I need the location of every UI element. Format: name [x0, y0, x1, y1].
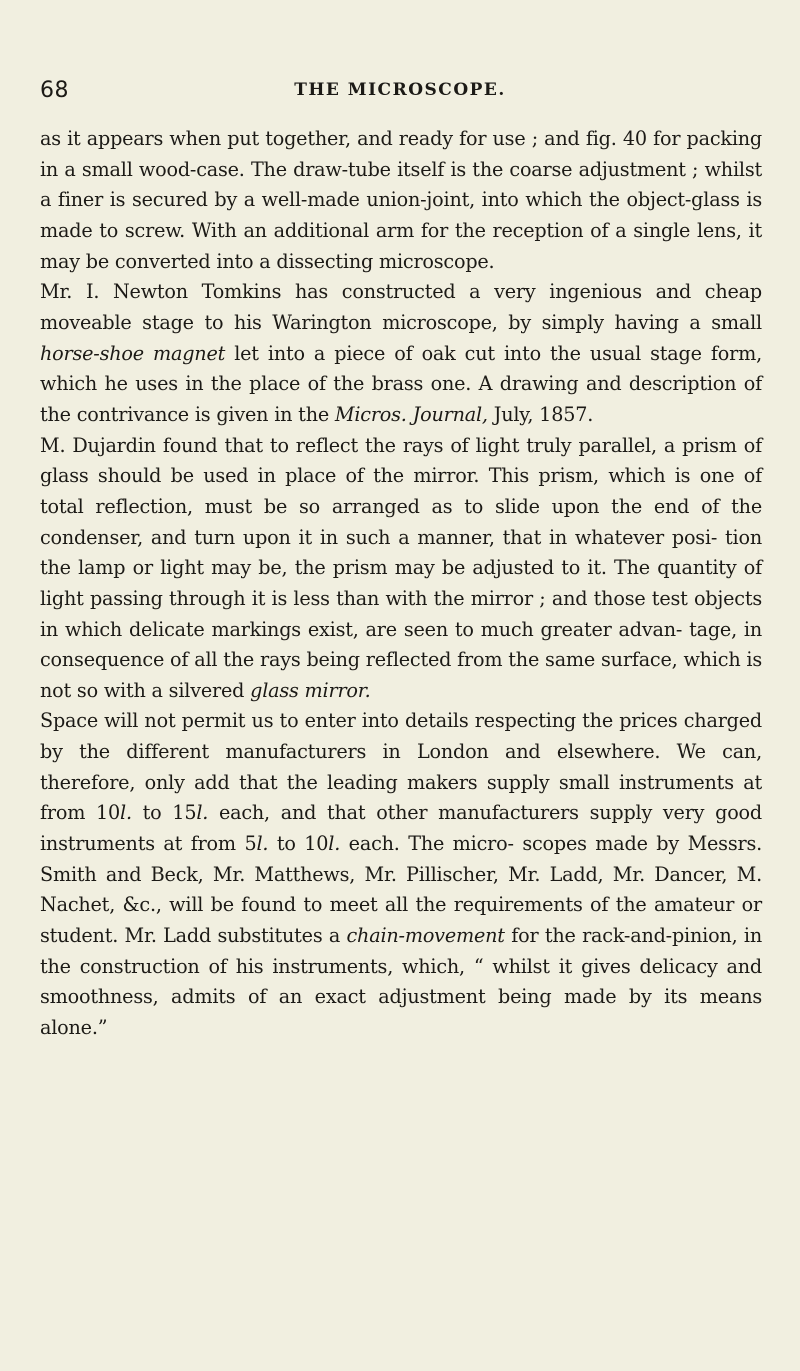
text-segment: to 10: [268, 832, 329, 856]
text-segment: Space will not permit us to enter into details respecting the prices charged by the different manufacturers in London and elsewhere. We can, therefore, only add that the leading makers supply small instruments at from 10: [40, 709, 762, 825]
italic-text-segment: chain-movement: [346, 924, 505, 948]
paragraph-4: [40, 706, 762, 1043]
italic-text-segment: l.: [196, 801, 209, 825]
italic-text-segment: l.: [120, 801, 132, 825]
paragraph-2: [40, 277, 762, 430]
italic-text-segment: glass mirror.: [250, 678, 371, 702]
paragraph-3: [40, 431, 762, 707]
text-segment: to 15: [131, 801, 197, 825]
text-segment: each. The micro- scopes made by Messrs. Smith and Beck, Mr. Matthews, Mr. Pillischer, Mr. Ladd, Mr. Dancer, M. Nachet, &c., will be found to meet all the requirements of the amateur or student. Mr. Ladd substitutes a: [40, 832, 762, 948]
text-segment: each, and that other manufacturers supply very good instruments at from 5: [40, 801, 762, 856]
page-number: 68: [40, 78, 69, 103]
italic-text-segment: l.: [328, 832, 341, 856]
text-segment: as it appears when put together, and ready for use ; and fig. 40 for packing in a small wood-case. The draw-tube itself is the coarse adjustment ; whilst a finer is secured by a well-made union-joint, into which the object-glass is made to screw. With an additional arm for the reception of a single lens, it may be converted into a dissecting microscope.: [40, 127, 762, 273]
text-segment: for the rack-and-pinion, in the construction of his instruments, which, “ whilst it gives delicacy and smoothness, admits of an exact adjustment being made by its means alone.”: [40, 924, 762, 1040]
paragraph-1: [40, 124, 762, 277]
text-segment: let into a piece of oak cut into the usual stage form, which he uses in the place of the brass one. A drawing and description of the contrivance is given in the: [40, 341, 762, 426]
text-segment: Mr. I. Newton Tomkins has constructed a very ingenious and cheap moveable stage to his Warington microscope, by simply having a small: [40, 280, 762, 334]
text-segment: M. Dujardin found that to reflect the rays of light truly parallel, a prism of glass should be used in place of the mirror. This prism, which is one of total reflection, must be so arranged as to slide upon the end of the condenser, and turn upon it in such a manner, that in whatever posi- tion the lamp or light may be, the prism may be adjusted to it. The quantity of light passing through it is less than with the mirror ; and those test objects in which delicate markings exist, are seen to much greater advan- tage, in consequence of all the rays being reflected from the same surface, which is not so with a silvered: [40, 433, 762, 702]
body-text: [40, 124, 762, 1044]
italic-text-segment: Micros. Journal,: [334, 402, 488, 426]
text-segment: July, 1857.: [487, 402, 594, 426]
italic-text-segment: horse-shoe magnet: [40, 341, 226, 365]
running-title: THE MICROSCOPE.: [294, 80, 506, 100]
italic-text-segment: l.: [256, 832, 269, 856]
running-head: [40, 78, 760, 110]
